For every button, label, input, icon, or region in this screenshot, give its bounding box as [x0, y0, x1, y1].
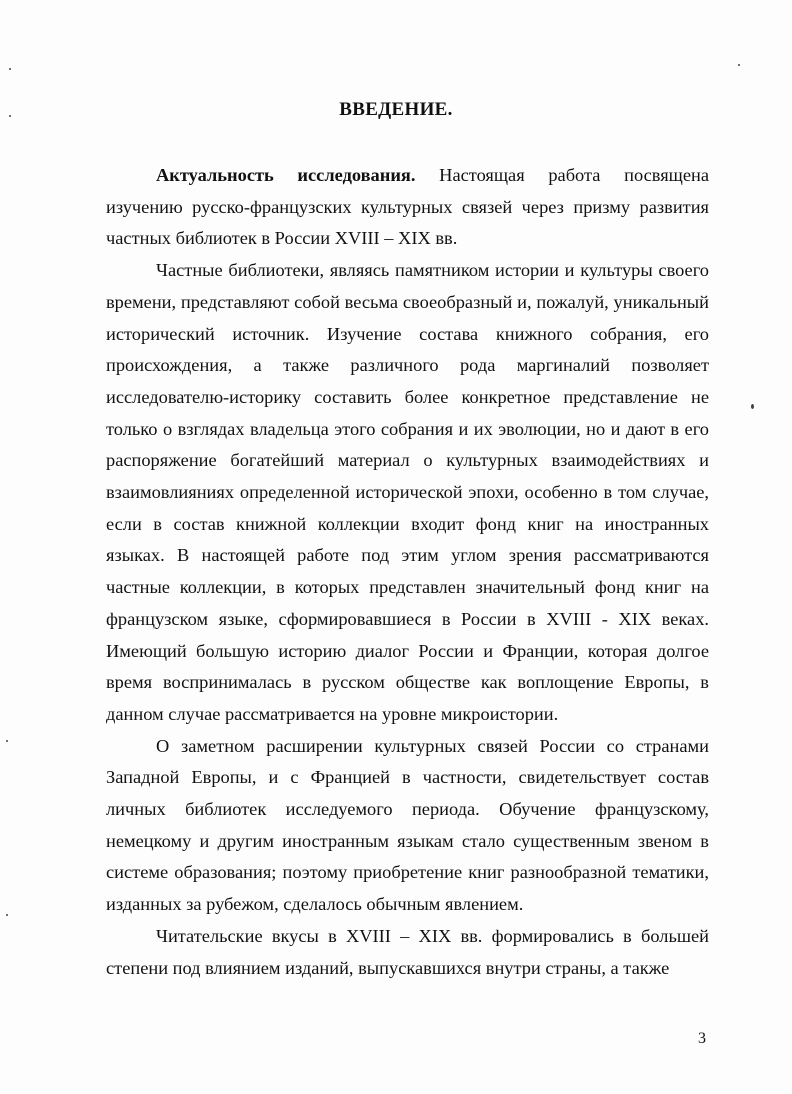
paragraph-text: Настоящая работа посвящена изучению русско-французских культурных связей через призму развития частных библиотек в России XVIII – XIX вв.: [106, 165, 709, 249]
body-text: [106, 160, 709, 984]
scan-speck: [6, 914, 8, 916]
paragraph-lead: Актуальность исследования.: [156, 165, 416, 185]
scan-speck: [751, 404, 754, 409]
paragraph: О заметном расширении культурных связей России со странами Западной Европы, и с Францией в частности, свидетельствует состав личных библиотек исследуемого периода. Обучение французскому, немецкому и другим иностранным языкам стало существенным звеном в системе образования; поэтому приобретение книг разнообразной тематики, изданных за рубежом, сделалось обычным явлением.: [106, 735, 709, 915]
section-heading: ВВЕДЕНИЕ.: [339, 99, 453, 120]
paragraph: Частные библиотеки, являясь памятником истории и культуры своего времени, представляют собой весьма своеобразный и, пожалуй, уникальный исторический источник. Изучение состава книжного собрания, его происхождения, а также различного рода маргиналий позволяет исследователю-историку составить более конкретное представление не только о взглядах владельца этого собрания и их эволюции, но и дают в его распоряжение богатейший материал о культурных взаимодействиях и взаимовлияниях определенной исторической эпохи, особенно в том случае, если в состав книжной коллекции входит фонд книг на иностранных языках. В настоящей работе под этим углом зрения рассматриваются частные коллекции, в которых представлен значительный фонд книг на французском языке, сформировавшиеся в России в XVIII - XIX веках. Имеющий большую историю диалог России и Франции, которая долгое время воспринималась в русском обществе как воплощение Европы, в данном случае рассматривается на уровне микроистории.: [106, 260, 709, 724]
scan-speck: [6, 740, 8, 742]
scan-speck: [9, 68, 11, 70]
page-number: 3: [698, 1030, 706, 1047]
paragraph: [106, 160, 709, 255]
scan-speck: [738, 64, 740, 66]
paragraph: Читательские вкусы в XVIII – XIX вв. формировались в большей степени под влиянием изданий, выпускавшихся внутри страны, а также: [106, 925, 709, 978]
